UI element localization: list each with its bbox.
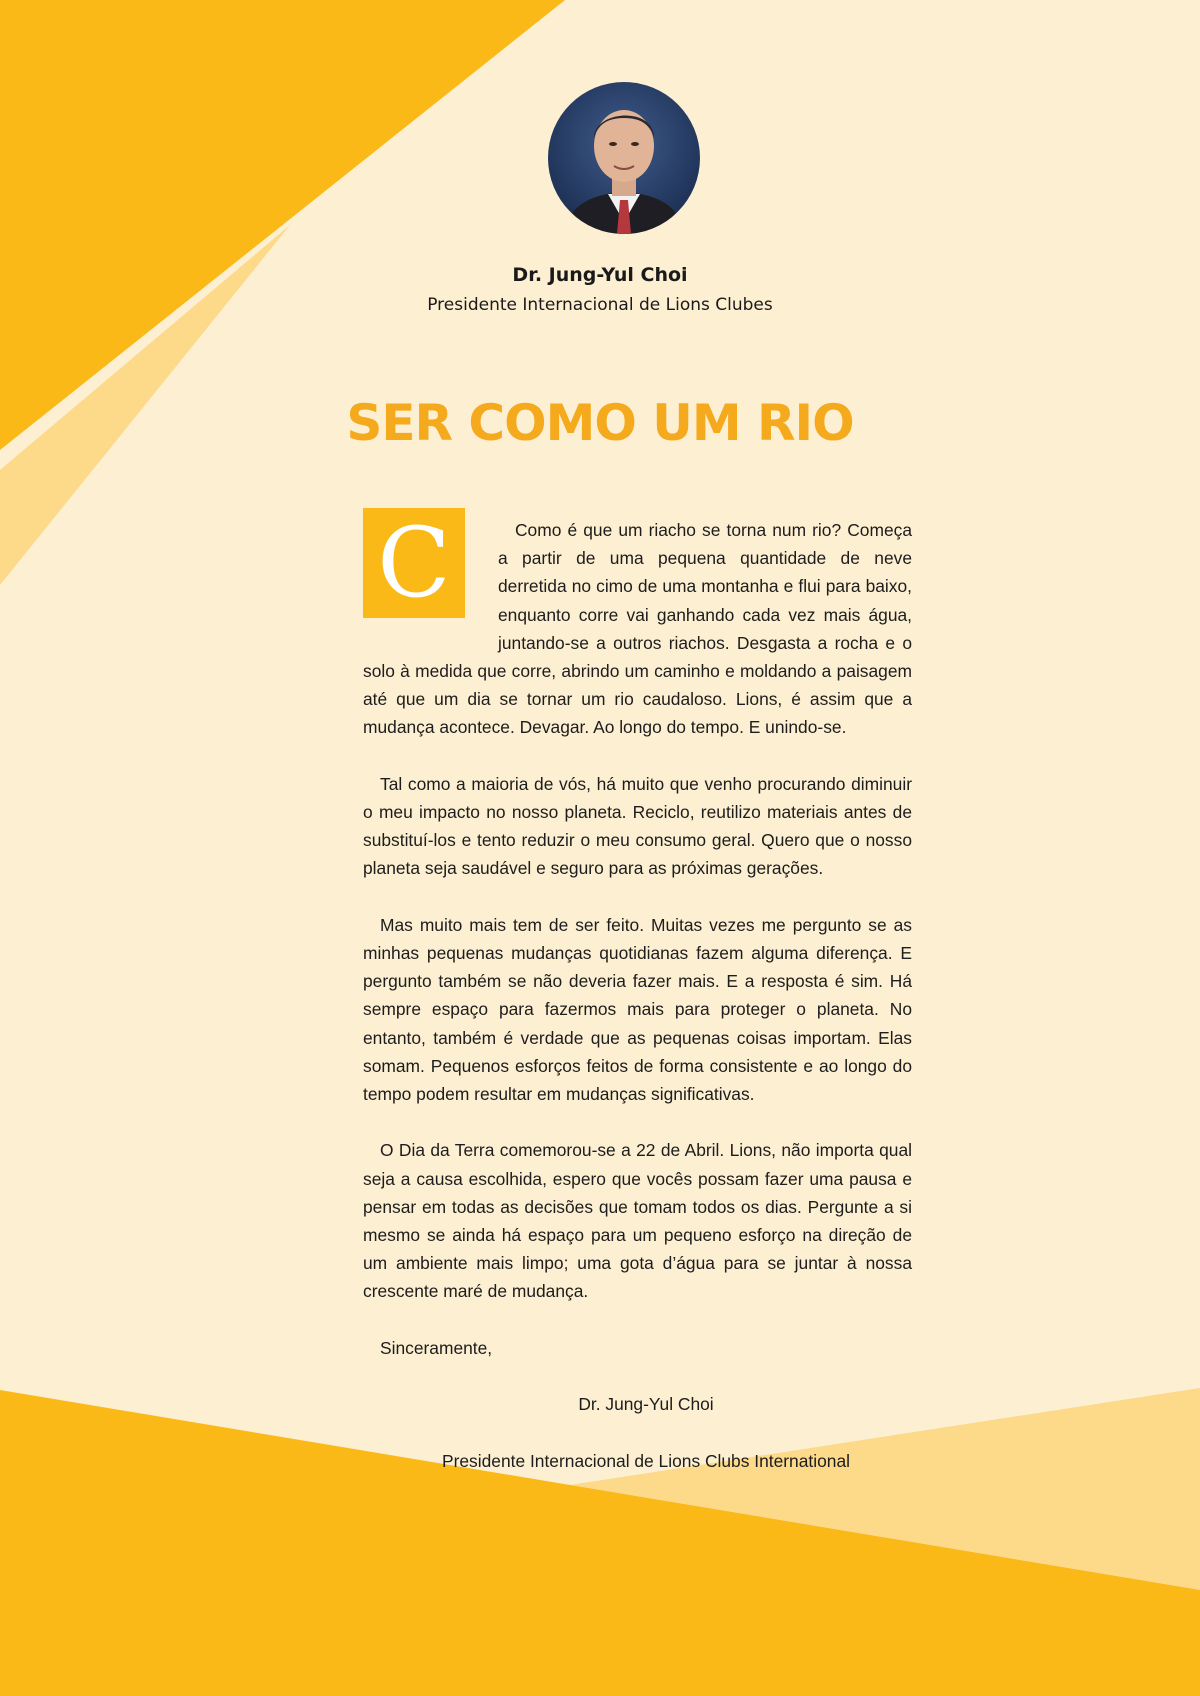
article-paragraph-2: Tal como a maioria de vós, há muito que venho procurando diminuir o meu impacto no nosso planeta. Reciclo, reutilizo materiais antes de substituí-los e tento reduzir o meu consumo geral. Quero que o nosso planeta seja saudável e seguro para as próximas gerações. <box>363 773 912 879</box>
article-body <box>363 507 912 1503</box>
closing-salutation: Sinceramente, <box>380 1337 493 1358</box>
top-left-yellow-triangle <box>0 0 565 450</box>
article-paragraph-3: Mas muito mais tem de ser feito. Muitas vezes me pergunto se as minhas pequenas mudanças quotidianas fazem alguma diferença. E pergunto também se não deveria fazer mais. E a resposta é sim. Há sempre espaço para fazermos mais para proteger o planeta. No entanto, também é verdade que as pequenas coisas importam. Elas somam. Pequenos esforços feitos de forma consistente e ao longo do tempo podem resultar em mudanças significativas. <box>363 914 912 1105</box>
signature-role: Presidente Internacional de Lions Clubs International <box>442 1450 850 1471</box>
author-name: Dr. Jung-Yul Choi <box>512 264 688 286</box>
article-paragraph-1: Como é que um riacho se torna num rio? Começa a partir de uma pequena quantidade de neve derretida no cimo de uma montanha e flui para baixo, enquanto corre vai ganhando cada vez mais água, juntando-se a outros riachos. Desgasta a rocha e o solo à medida que corre, abrindo um caminho e moldando a paisagem até que um dia se tornar um rio caudaloso. Lions, é assim que a mudança acontece. Devagar. Ao longo do tempo. E unindo-se. <box>363 520 912 738</box>
signature-name: Dr. Jung-Yul Choi <box>578 1394 714 1415</box>
author-portrait <box>548 82 700 234</box>
drop-cap: C <box>363 508 465 618</box>
article-paragraph-4: O Dia da Terra comemorou-se a 22 de Abril. Lions, não importa qual seja a causa escolhida, espero que vocês possam fazer uma pausa e pensar em todas as decisões que tomam todos os dias. Pergunte a si mesmo se ainda há espaço para um pequeno esforço na direção de um ambiente mais limpo; uma gota d’água para se juntar à nossa crescente maré de mudança. <box>363 1140 912 1302</box>
author-role: Presidente Internacional de Lions Clubes <box>427 295 773 315</box>
page-title: SER COMO UM RIO <box>346 394 854 452</box>
